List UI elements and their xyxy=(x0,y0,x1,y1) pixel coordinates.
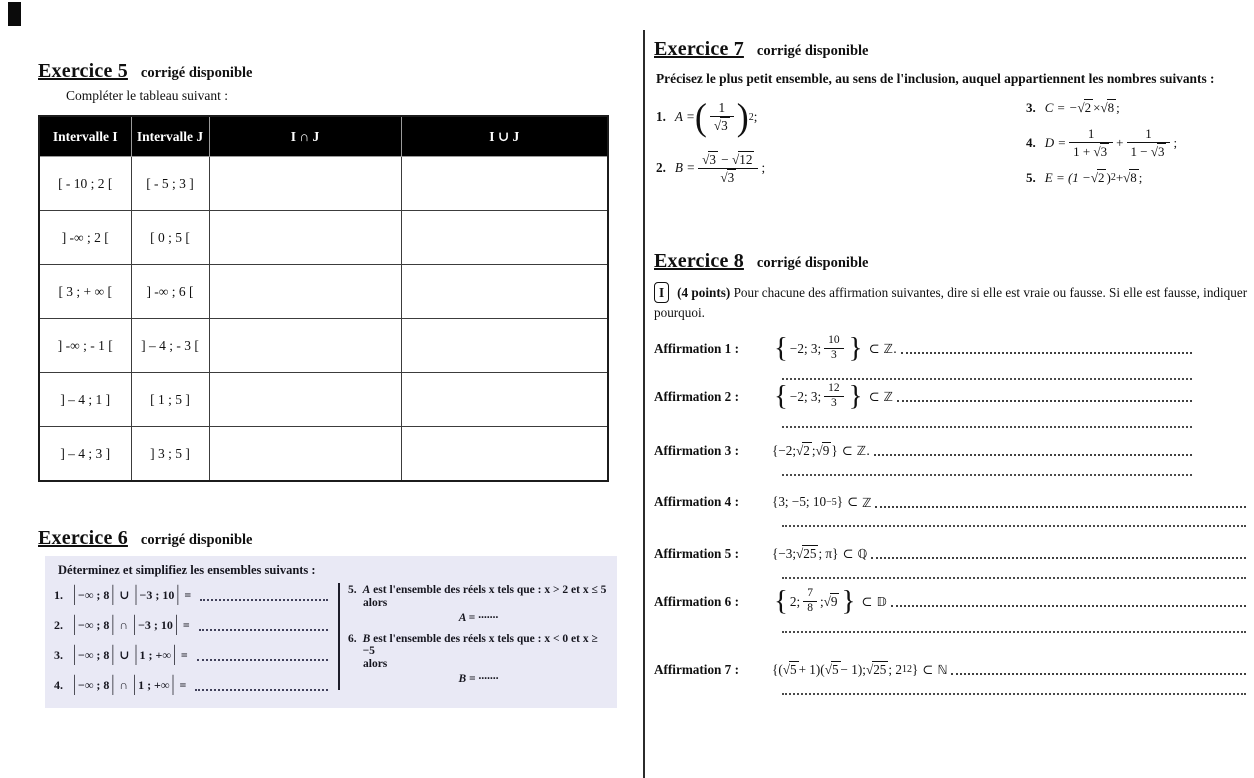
set-elements: {( xyxy=(772,661,783,677)
exercise5-subtitle: Compléter le tableau suivant : xyxy=(66,88,228,103)
dotted-answer-line xyxy=(901,343,1192,354)
sqrt-symbol: √ xyxy=(796,443,804,459)
radicand: 9 xyxy=(830,594,838,610)
exercise8-instruction xyxy=(654,282,1252,322)
exercise6-columns xyxy=(45,580,617,700)
interval-i-cell: [ - 10 ; 2 [ xyxy=(39,157,131,211)
interval-a: −∞ ; 8 xyxy=(78,587,110,602)
radicand: 12 xyxy=(739,152,753,167)
radicand: 25 xyxy=(803,546,817,562)
math-item-3 xyxy=(1026,99,1252,116)
exercise8-title: Exercice 8 xyxy=(654,250,744,272)
close-brace: } xyxy=(831,442,838,458)
denominator-prefix: 1 − xyxy=(1130,143,1151,159)
item-number: 1. xyxy=(656,109,666,124)
dotted-answer-line xyxy=(197,650,328,661)
subset-symbol: ⊂ xyxy=(861,593,873,609)
affirmation-row-4 xyxy=(654,494,1246,510)
set-expression-item xyxy=(54,672,338,696)
exercise6-header xyxy=(38,527,618,550)
close-brace: } xyxy=(841,585,856,618)
affirmation-row-2 xyxy=(654,382,1192,411)
exercise7-instruction: Précisez le plus petit ensemble, au sens de l'inclusion, auquel appartiennent les nombres suivants : xyxy=(656,71,1215,86)
exponent: 2 xyxy=(748,111,754,123)
exercise6-title: Exercice 6 xyxy=(38,527,128,549)
sqrt-symbol: √ xyxy=(796,546,804,562)
fraction-denominator xyxy=(1127,143,1171,160)
semicolon: ; xyxy=(753,109,758,124)
affirmation-math xyxy=(772,494,871,510)
variable-letter: A xyxy=(362,584,371,596)
lhs: A = xyxy=(674,109,695,124)
sqrt-symbol: √ xyxy=(1100,100,1108,115)
bracket-bar: | xyxy=(111,672,115,696)
set-operator: ∩ xyxy=(119,617,129,632)
subset-symbol: ⊂ xyxy=(922,661,934,677)
affirmation-row-6 xyxy=(654,587,1246,616)
affirmation-row-5 xyxy=(654,545,1246,562)
fraction-numerator: 1 xyxy=(710,100,734,117)
definition-result: A = ······· xyxy=(458,612,499,624)
instruction-text: Pour chacune des affirmation suivantes, dire si elle est vraie ou fausse. Si elle est fausse, indiquer pourquoi. xyxy=(654,285,1248,321)
radicand: 8 xyxy=(1130,170,1137,186)
radicand: 25 xyxy=(873,662,887,678)
interval-a: −∞ ; 8 xyxy=(78,617,110,632)
set-elements: {−2; xyxy=(772,442,797,458)
number-set-letter: 𝔻 xyxy=(876,594,887,610)
item-number: 4. xyxy=(54,677,63,692)
union-answer-cell xyxy=(401,157,608,211)
sqrt-symbol: √ xyxy=(720,169,728,185)
affirmation-label: Affirmation 1 : xyxy=(654,340,739,356)
fraction-denominator xyxy=(710,117,734,134)
radicand: 3 xyxy=(721,118,728,133)
set-expression-item xyxy=(54,612,338,636)
sqrt-symbol: √ xyxy=(702,152,710,167)
math-item-4 xyxy=(1026,126,1252,159)
set-elements: {3; −5; 10 xyxy=(772,494,827,510)
table-row xyxy=(39,373,608,427)
sqrt-symbol: √ xyxy=(865,662,874,678)
dotted-answer-line xyxy=(199,620,328,631)
exercise8-header xyxy=(654,250,1252,273)
union-answer-cell xyxy=(401,427,608,482)
close-brace: } xyxy=(911,661,919,677)
number-set-letter: ℚ xyxy=(857,546,868,562)
affirmation-math xyxy=(772,382,893,411)
interval-b: −3 ; 10 xyxy=(138,617,173,632)
open-brace: { xyxy=(774,380,788,413)
table-row xyxy=(39,211,608,265)
interval-j-cell: [ - 5 ; 3 ] xyxy=(131,157,209,211)
bracket-bar: | xyxy=(73,672,77,696)
union-answer-cell xyxy=(401,211,608,265)
fraction-numerator: 1 xyxy=(1127,126,1171,143)
subset-symbol: ⊂ xyxy=(842,545,854,561)
header-intervalle-j: Intervalle J xyxy=(131,116,209,157)
radicand: 2 xyxy=(803,443,810,459)
affirmation-math xyxy=(772,442,870,459)
equals-sign: = xyxy=(180,647,188,662)
affirmation-row-3 xyxy=(654,442,1192,459)
dotted-continuation-line xyxy=(782,376,1192,380)
set-elements: −2; 3; xyxy=(789,340,822,356)
intersection-answer-cell xyxy=(209,211,401,265)
definition-item xyxy=(348,584,609,624)
dotted-continuation-line xyxy=(782,629,1246,633)
exercise5-header xyxy=(38,60,618,83)
open-paren: ( xyxy=(694,96,707,138)
dotted-answer-line xyxy=(897,391,1192,402)
semicolon: ; xyxy=(1116,99,1120,115)
affirmation-math xyxy=(772,587,887,616)
equals-sign: = xyxy=(182,617,190,632)
affirmation-label: Affirmation 4 : xyxy=(654,494,739,510)
open-brace: { xyxy=(774,332,788,365)
item-number: 3. xyxy=(54,647,63,662)
number-set-letter: ℤ. xyxy=(856,443,871,459)
fraction-denominator: 8 xyxy=(807,602,813,615)
exercise7-left-column xyxy=(654,96,1026,186)
affirmation-label: Affirmation 7 : xyxy=(654,661,739,677)
interval-i-cell: [ 3 ; + ∞ [ xyxy=(39,265,131,319)
bracket-bar: | xyxy=(73,612,77,636)
math-item-1 xyxy=(656,96,1026,138)
separator: ; xyxy=(811,442,816,458)
affirmation-row-7 xyxy=(654,661,1246,678)
interval-table xyxy=(38,115,609,482)
math-item-2 xyxy=(656,151,1026,186)
dotted-answer-line xyxy=(891,596,1246,607)
dotted-continuation-line xyxy=(782,691,1246,695)
fraction-numerator: 7 xyxy=(803,587,817,602)
bracket-bar: | xyxy=(133,612,137,636)
bracket-bar: | xyxy=(134,642,138,666)
plus-sign: + xyxy=(1115,169,1124,185)
points-label: (4 points) xyxy=(677,285,731,300)
radicand: 2 xyxy=(1084,100,1092,115)
definition-result: B = ······· xyxy=(458,673,499,685)
exercise7-title: Exercice 7 xyxy=(654,38,744,60)
header-union: I ∪ J xyxy=(401,116,608,157)
item-number: 4. xyxy=(1026,134,1036,150)
radicand: 3 xyxy=(709,152,716,167)
bracket-bar: | xyxy=(176,582,180,606)
plus-sign: + xyxy=(1116,134,1124,150)
equals-sign: = xyxy=(184,587,192,602)
set-operator: ∩ xyxy=(119,677,129,692)
dotted-answer-line xyxy=(200,590,328,601)
subset-symbol: ⊂ xyxy=(868,388,880,404)
dotted-answer-line xyxy=(951,664,1246,675)
sqrt-symbol: √ xyxy=(824,662,832,678)
exercise7-items xyxy=(654,96,1252,186)
exercise6-left-list xyxy=(45,580,338,700)
affirmation-row-1 xyxy=(654,334,1192,363)
close-paren: ) xyxy=(736,96,749,138)
scan-corner-mark xyxy=(8,2,21,26)
intersection-answer-cell xyxy=(209,427,401,482)
item-number: 2. xyxy=(656,160,666,176)
dotted-answer-line xyxy=(871,548,1246,559)
radicand: 5 xyxy=(789,662,797,678)
set-expression-item xyxy=(54,642,338,666)
exercise6-box xyxy=(45,556,617,708)
variable-letter: B xyxy=(362,633,371,645)
sqrt-symbol: √ xyxy=(823,594,831,610)
exercise6-subtitle: Déterminez et simplifiez les ensembles suivants : xyxy=(58,563,316,577)
interval-j-cell: ] 3 ; 5 ] xyxy=(131,427,209,482)
item-number: 5. xyxy=(1026,169,1036,185)
exercise5-section xyxy=(38,60,618,482)
set-expression-item xyxy=(54,582,338,606)
item-number: 6. xyxy=(348,633,357,645)
interval-i-cell: ] -∞ ; 2 [ xyxy=(39,211,131,265)
fraction-numerator xyxy=(698,151,758,169)
column-divider xyxy=(643,30,645,778)
math-item-5 xyxy=(1026,169,1252,186)
dotted-continuation-line xyxy=(782,575,1246,579)
lhs: C = − xyxy=(1044,99,1078,115)
sqrt-symbol: √ xyxy=(1077,100,1085,115)
math-text: − 1); xyxy=(840,661,866,677)
fraction-denominator xyxy=(698,169,758,186)
header-intervalle-i: Intervalle I xyxy=(39,116,131,157)
bracket-bar: | xyxy=(171,672,175,696)
fraction-denominator: 3 xyxy=(831,349,837,362)
exercise6-right-list xyxy=(340,580,617,700)
union-answer-cell xyxy=(401,373,608,427)
interval-a: −∞ ; 8 xyxy=(78,647,110,662)
equals-sign: = xyxy=(179,677,187,692)
sqrt-symbol: √ xyxy=(815,443,823,459)
close-brace: } xyxy=(836,494,844,510)
exercise5-title: Exercice 5 xyxy=(38,60,128,82)
intersection-answer-cell xyxy=(209,373,401,427)
item-number: 3. xyxy=(1026,99,1036,115)
sqrt-symbol: √ xyxy=(782,662,790,678)
definition-text: est l'ensemble des réels x tels que : x > 2 et x ≤ 5 xyxy=(370,584,607,596)
union-answer-cell xyxy=(401,319,608,373)
set-operator: ∪ xyxy=(119,647,130,662)
alors-label: alors xyxy=(363,658,388,670)
interval-j-cell: [ 0 ; 5 [ xyxy=(131,211,209,265)
subset-symbol: ⊂ xyxy=(847,494,859,510)
affirmation-label: Affirmation 6 : xyxy=(654,593,739,609)
exponent: −5 xyxy=(826,496,837,508)
bracket-bar: | xyxy=(111,582,115,606)
affirmation-label: Affirmation 2 : xyxy=(654,388,739,404)
radicand: 3 xyxy=(727,169,735,185)
union-answer-cell xyxy=(401,265,608,319)
lhs: E = (1 − xyxy=(1044,169,1091,185)
radicand: 5 xyxy=(831,662,839,678)
sqrt-symbol: √ xyxy=(732,152,740,167)
interval-j-cell: ] – 4 ; - 3 [ xyxy=(131,319,209,373)
item-number: 2. xyxy=(54,617,63,632)
affirmation-label: Affirmation 3 : xyxy=(654,442,739,458)
affirmation-math xyxy=(772,661,947,678)
interval-b: −3 ; 10 xyxy=(139,587,175,602)
separator: ; xyxy=(819,593,824,609)
bracket-bar: | xyxy=(111,642,115,666)
exercise7-corrige-badge: corrigé disponible xyxy=(756,43,869,59)
dotted-answer-line xyxy=(874,445,1192,456)
interval-b: 1 ; +∞ xyxy=(138,677,170,692)
sqrt-symbol: √ xyxy=(1093,143,1101,159)
definition-text: est l'ensemble des réels x tels que : x < 0 et x ≥ −5 xyxy=(362,633,598,657)
exercise7-right-column xyxy=(1026,99,1252,186)
alors-label: alors xyxy=(363,597,388,609)
affirmation-math xyxy=(772,334,897,363)
close-brace: } xyxy=(848,332,863,365)
definition-item xyxy=(348,633,609,685)
exponent: 2 xyxy=(1110,172,1116,184)
set-elements: −2; 3; xyxy=(789,388,822,404)
fraction-numerator: 12 xyxy=(824,382,844,397)
exercise8-corrige-badge: corrigé disponible xyxy=(756,255,869,271)
fraction-denominator xyxy=(1069,143,1113,160)
semicolon: ; xyxy=(1173,134,1178,150)
exercise7-header xyxy=(654,38,1252,61)
interval-i-cell: ] – 4 ; 3 ] xyxy=(39,427,131,482)
item-number: 1. xyxy=(54,587,63,602)
fraction-denominator: 3 xyxy=(831,397,837,410)
boxed-letter-i: I xyxy=(654,282,669,303)
affirmation-math xyxy=(772,545,867,562)
radicand: 9 xyxy=(822,443,830,459)
fraction-numerator: 1 xyxy=(1069,126,1113,143)
subset-symbol: ⊂ xyxy=(868,340,880,356)
close-brace: } xyxy=(848,380,863,413)
subset-symbol: ⊂ xyxy=(841,442,853,458)
affirmation-label: Affirmation 5 : xyxy=(654,545,739,561)
set-elements: 2; xyxy=(789,593,801,609)
exercise7-section xyxy=(654,38,1252,186)
sqrt-symbol: √ xyxy=(1090,170,1098,186)
interval-i-cell: ] – 4 ; 1 ] xyxy=(39,373,131,427)
times-sign: × xyxy=(1093,99,1101,115)
header-intersection: I ∩ J xyxy=(209,116,401,157)
sqrt-symbol: √ xyxy=(1150,143,1158,159)
table-row xyxy=(39,265,608,319)
exercise5-corrige-badge: corrigé disponible xyxy=(140,65,253,81)
interval-j-cell: ] -∞ ; 6 [ xyxy=(131,265,209,319)
number-set-letter: ℤ xyxy=(862,494,872,510)
dotted-continuation-line xyxy=(782,523,1246,527)
exercise6-corrige-badge: corrigé disponible xyxy=(140,532,253,548)
bracket-bar: | xyxy=(134,582,138,606)
lhs: D = xyxy=(1044,134,1067,150)
bracket-bar: | xyxy=(111,612,115,636)
close-brace: } xyxy=(832,545,839,561)
minus: − xyxy=(718,152,733,167)
math-text: + 1)( xyxy=(798,661,825,677)
semicolon: ; xyxy=(761,160,766,176)
bracket-bar: | xyxy=(73,642,77,666)
intersection-answer-cell xyxy=(209,265,401,319)
exercise8-section xyxy=(654,250,1252,695)
dotted-answer-line xyxy=(195,680,328,691)
table-header-row xyxy=(39,116,608,157)
bracket-bar: | xyxy=(172,642,176,666)
interval-j-cell: [ 1 ; 5 ] xyxy=(131,373,209,427)
interval-b: 1 ; +∞ xyxy=(139,647,171,662)
bracket-bar: | xyxy=(133,672,137,696)
semicolon: ; xyxy=(1138,169,1143,185)
bracket-bar: | xyxy=(174,612,178,636)
set-elements: {−3; xyxy=(772,545,797,561)
interval-i-cell: ] -∞ ; - 1 [ xyxy=(39,319,131,373)
radicand: 2 xyxy=(1097,170,1105,186)
radicand: 3 xyxy=(1157,143,1165,159)
number-set-letter: ℤ. xyxy=(883,341,897,357)
table-row xyxy=(39,157,608,211)
radicand: 8 xyxy=(1107,100,1115,115)
intersection-answer-cell xyxy=(209,319,401,373)
fraction-numerator: 10 xyxy=(824,334,844,349)
lhs: B = xyxy=(674,160,696,176)
dotted-continuation-line xyxy=(782,424,1192,428)
exponent: 12 xyxy=(901,664,912,676)
table-row xyxy=(39,427,608,482)
sqrt-symbol: √ xyxy=(1123,170,1131,186)
dotted-continuation-line xyxy=(782,472,1192,476)
math-text: ; 2 xyxy=(888,661,902,677)
separator: ; π xyxy=(818,545,833,561)
item-number: 5. xyxy=(348,584,357,596)
table-row xyxy=(39,319,608,373)
number-set-letter: ℤ xyxy=(883,389,893,405)
interval-a: −∞ ; 8 xyxy=(78,677,110,692)
set-operator: ∪ xyxy=(119,587,130,602)
radicand: 3 xyxy=(1100,143,1108,159)
sqrt-symbol: √ xyxy=(713,118,722,133)
dotted-answer-line xyxy=(875,497,1246,508)
close-paren: ) xyxy=(1106,169,1111,185)
number-set-letter: ℕ xyxy=(937,662,948,678)
bracket-bar: | xyxy=(73,582,77,606)
denominator-prefix: 1 + xyxy=(1073,143,1094,159)
intersection-answer-cell xyxy=(209,157,401,211)
open-brace: { xyxy=(774,585,788,618)
